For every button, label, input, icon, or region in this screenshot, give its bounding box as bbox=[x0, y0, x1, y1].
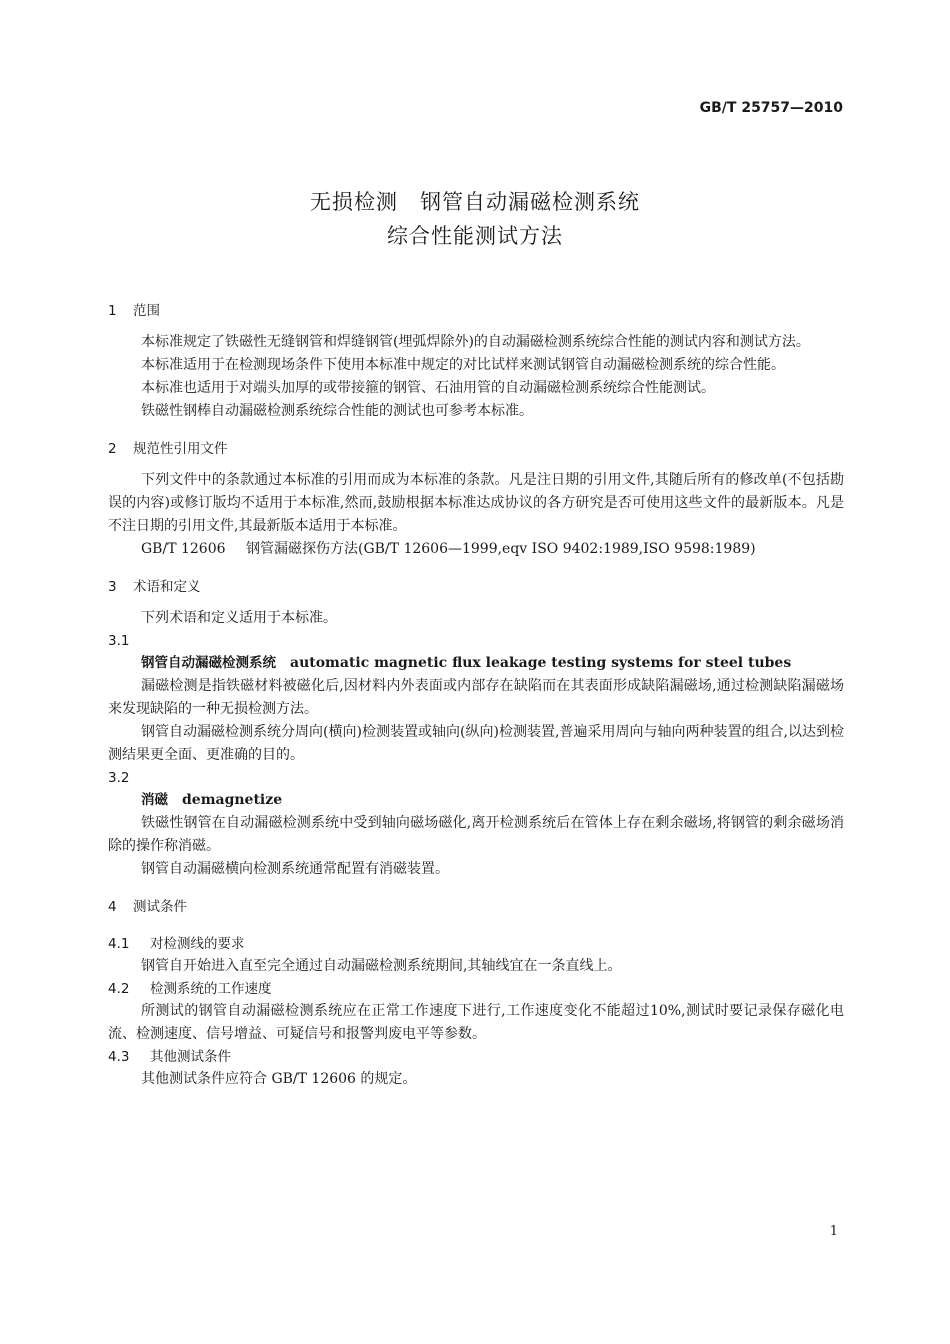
term-number: 3.2 bbox=[108, 770, 130, 786]
section-number: 1 bbox=[108, 303, 117, 319]
paragraph: 钢管自开始进入直至完全通过自动漏磁检测系统期间,其轴线宜在一条直线上。 bbox=[141, 958, 622, 974]
paragraph: 下列术语和定义适用于本标准。 bbox=[141, 610, 337, 626]
paragraph: 本标准规定了铁磁性无缝钢管和焊缝钢管(埋弧焊除外)的自动漏磁检测系统综合性能的测试内容和测试方法。 bbox=[141, 334, 810, 350]
subsection-title: 检测系统的工作速度 bbox=[150, 981, 272, 997]
subsection-heading-4-3 bbox=[108, 1046, 844, 1068]
paragraph: 铁磁性钢棒自动漏磁检测系统综合性能的测试也可参考本标准。 bbox=[141, 403, 533, 419]
document-body bbox=[108, 300, 844, 1091]
subsection-number: 4.1 bbox=[108, 936, 130, 952]
subsection-number: 4.3 bbox=[108, 1049, 130, 1065]
section-number: 4 bbox=[108, 899, 117, 915]
document-title-line-1: 无损检测 钢管自动漏磁检测系统 bbox=[310, 190, 640, 214]
section-title: 范围 bbox=[133, 303, 160, 319]
paragraph: 本标准也适用于对端头加厚的或带接箍的钢管、石油用管的自动漏磁检测系统综合性能测试。 bbox=[141, 380, 715, 396]
section-title: 测试条件 bbox=[133, 899, 187, 915]
normative-reference bbox=[108, 538, 844, 561]
standard-code: GB/T 25757—2010 bbox=[699, 100, 843, 116]
section-title: 术语和定义 bbox=[133, 579, 201, 595]
section-number: 2 bbox=[108, 441, 117, 457]
page-number: 1 bbox=[829, 1224, 838, 1239]
subsection-title: 对检测线的要求 bbox=[150, 936, 245, 952]
paragraph: 本标准适用于在检测现场条件下使用本标准中规定的对比试样来测试钢管自动漏磁检测系统的综合性能。 bbox=[141, 357, 785, 373]
reference-code: GB/T 12606 bbox=[141, 541, 226, 557]
paragraph: 所测试的钢管自动漏磁检测系统应在正常工作速度下进行,工作速度变化不能超过10%,测试时要记录保存磁化电流、检测速度、信号增益、可疑信号和报警判废电平等参数。 bbox=[108, 1003, 844, 1042]
paragraph: 其他测试条件应符合 GB/T 12606 的规定。 bbox=[141, 1071, 417, 1087]
subsection-heading-4-1 bbox=[108, 933, 844, 955]
term-chinese: 消磁 bbox=[141, 792, 168, 808]
term-entry bbox=[108, 652, 844, 675]
term-definition: 钢管自动漏磁检测系统分周向(横向)检测装置或轴向(纵向)检测装置,普遍采用周向与轴向两种装置的组合,以达到检测结果更全面、更准确的目的。 bbox=[108, 724, 844, 763]
subsection-heading-4-2 bbox=[108, 978, 844, 1000]
term-number: 3.1 bbox=[108, 633, 130, 649]
section-title: 规范性引用文件 bbox=[133, 441, 228, 457]
term-definition: 漏磁检测是指铁磁材料被磁化后,因材料内外表面或内部存在缺陷而在其表面形成缺陷漏磁场,通过检测缺陷漏磁场来发现缺陷的一种无损检测方法。 bbox=[108, 678, 844, 717]
section-heading-1 bbox=[108, 300, 844, 322]
term-definition: 钢管自动漏磁横向检测系统通常配置有消磁装置。 bbox=[141, 861, 449, 877]
term-entry bbox=[108, 789, 844, 812]
term-english: demagnetize bbox=[182, 792, 283, 808]
term-definition: 铁磁性钢管在自动漏磁检测系统中受到轴向磁场磁化,离开检测系统后在管体上存在剩余磁场,将钢管的剩余磁场消除的操作称消磁。 bbox=[108, 815, 844, 854]
section-number: 3 bbox=[108, 579, 117, 595]
term-chinese: 钢管自动漏磁检测系统 bbox=[141, 655, 276, 671]
paragraph: 下列文件中的条款通过本标准的引用而成为本标准的条款。凡是注日期的引用文件,其随后所有的修改单(不包括勘误的内容)或修订版均不适用于本标准,然而,鼓励根据本标准达成协议的各方研究是否可使用这些文件的最新版本。凡是不注日期的引用文件,其最新版本适用于本标准。 bbox=[108, 472, 844, 534]
document-title-line-2: 综合性能测试方法 bbox=[387, 224, 563, 248]
section-heading-4 bbox=[108, 896, 844, 918]
section-heading-3 bbox=[108, 576, 844, 598]
subsection-title: 其他测试条件 bbox=[150, 1049, 231, 1065]
section-heading-2 bbox=[108, 438, 844, 460]
term-english: automatic magnetic flux leakage testing systems for steel tubes bbox=[290, 655, 792, 671]
subsection-number: 4.2 bbox=[108, 981, 130, 997]
reference-title: 钢管漏磁探伤方法(GB/T 12606—1999,eqv ISO 9402:1989,ISO 9598:1989) bbox=[246, 541, 756, 557]
